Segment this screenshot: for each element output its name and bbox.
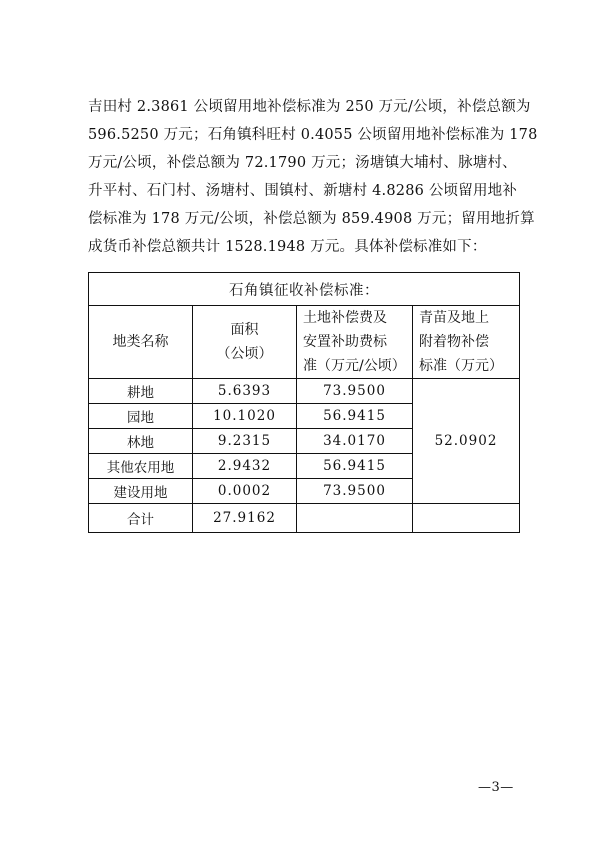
header-land-type: 地类名称	[89, 306, 193, 379]
header-area: 面积 （公顷）	[193, 306, 297, 379]
cell-land-type: 耕地	[89, 379, 193, 404]
cell-crop-compensation: 52.0902	[413, 379, 520, 504]
cell-total-area: 27.9162	[193, 504, 297, 533]
table-row	[89, 379, 520, 404]
cell-land-compensation: 73.9500	[297, 379, 413, 404]
cell-total-land-compensation	[297, 504, 413, 533]
paragraph-line: 万元/公顷，补偿总额为 72.1790 万元；汤塘镇大埔村、脉塘村、	[88, 155, 517, 171]
cell-land-compensation: 34.0170	[297, 429, 413, 454]
paragraph-line: 成货币补偿总额共计 1528.1948 万元。具体补偿标准如下：	[88, 239, 487, 255]
paragraph-line: 吉田村 2.3861 公顷留用地补偿标准为 250 万元/公顷，补偿总额为	[88, 99, 531, 115]
cell-land-compensation: 73.9500	[297, 479, 413, 504]
cell-land-compensation: 56.9415	[297, 454, 413, 479]
page-number: —3—	[478, 780, 514, 795]
cell-land-compensation: 56.9415	[297, 404, 413, 429]
header-crop-compensation: 青苗及地上 附着物补偿 标准（万元）	[413, 306, 520, 379]
cell-land-type: 建设用地	[89, 479, 193, 504]
cell-total-label: 合计	[89, 504, 193, 533]
table-total-row	[89, 504, 520, 533]
paragraph-line: 升平村、石门村、汤塘村、围镇村、新塘村 4.8286 公顷留用地补	[88, 183, 518, 199]
body-paragraph	[88, 93, 538, 261]
cell-total-crop-compensation	[413, 504, 520, 533]
table-title: 石角镇征收补偿标准：	[89, 273, 520, 306]
header-land-compensation: 土地补偿费及 安置补助费标 准（万元/公顷）	[297, 306, 413, 379]
cell-land-type: 林地	[89, 429, 193, 454]
cell-area: 9.2315	[193, 429, 297, 454]
cell-area: 2.9432	[193, 454, 297, 479]
cell-area: 0.0002	[193, 479, 297, 504]
cell-area: 5.6393	[193, 379, 297, 404]
cell-area: 10.1020	[193, 404, 297, 429]
paragraph-line: 偿标准为 178 万元/公顷，补偿总额为 859.4908 万元；留用地折算	[88, 211, 535, 227]
paragraph-line: 596.5250 万元；石角镇科旺村 0.4055 公顷留用地补偿标准为 178	[88, 127, 538, 143]
cell-land-type: 园地	[89, 404, 193, 429]
cell-land-type: 其他农用地	[89, 454, 193, 479]
compensation-table	[88, 272, 520, 533]
